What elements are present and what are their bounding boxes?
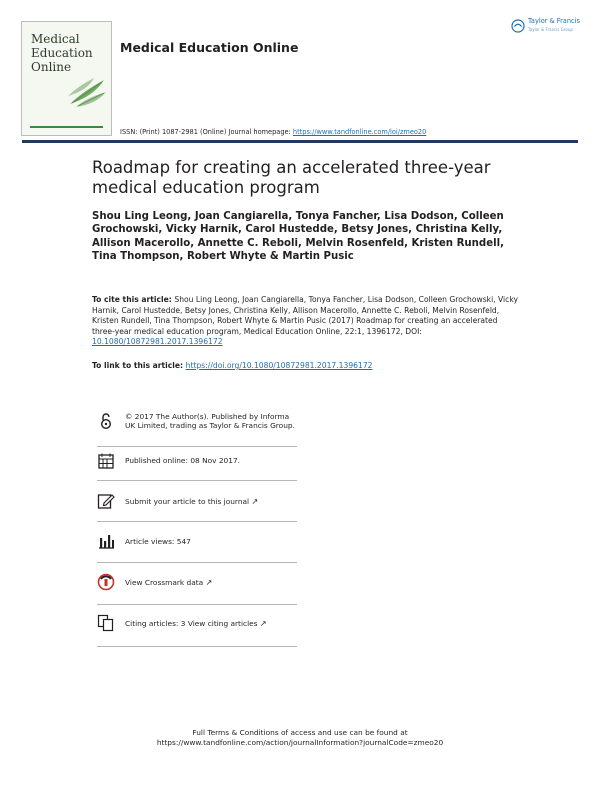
published-row — [97, 452, 297, 472]
cover-bar — [30, 126, 103, 128]
cover-title-line: Online — [31, 60, 72, 74]
citing-row[interactable] — [97, 614, 297, 634]
info-divider — [97, 446, 297, 447]
footer-terms-url[interactable]: https://www.tandfonline.com/action/journalInformation?journalCode=zmeo20 — [156, 738, 444, 747]
submit-row[interactable] — [97, 492, 297, 512]
license-row[interactable] — [97, 412, 297, 444]
crossmark-label: View Crossmark data — [125, 578, 204, 587]
citing-label: Citing articles: 3 View citing articles — [125, 619, 258, 628]
views-row — [97, 532, 297, 552]
open-access-icon — [97, 412, 115, 430]
issn-text: ISSN: (Print) 1087-2981 (Online) Journal homepage: — [120, 128, 293, 136]
crossmark-icon — [97, 573, 115, 591]
article-authors: Shou Ling Leong, Joan Cangiarella, Tonya Fancher, Lisa Dodson, Colleen Grochowski, Vicky Harnik, Carol Hustedde, Betsy Jones, Christina Kelly, Allison Macerollo, Annette C. Reboli, Melvin Rosenfeld, Kristen Rundell, Tina Thompson, Robert Whyte & Martin Pusic — [92, 211, 504, 262]
header-divider — [22, 140, 578, 143]
info-divider — [97, 480, 297, 481]
citing-link[interactable] — [125, 619, 300, 628]
license-text: © 2017 The Author(s). Published by Informa UK Limited, trading as Taylor & Francis Group. — [125, 412, 295, 431]
cover-title-line: Education — [31, 46, 93, 60]
edit-icon — [97, 492, 115, 510]
info-divider — [97, 562, 297, 563]
external-link-icon: ↗ — [259, 619, 267, 628]
cover-title — [31, 32, 93, 74]
submit-link[interactable] — [125, 497, 300, 506]
issn-line — [120, 128, 426, 136]
publisher-subtitle: Taylor & Francis Group — [528, 27, 573, 32]
publisher-name: Taylor & Francis — [528, 17, 580, 25]
journal-name: Medical Education Online — [120, 40, 299, 55]
citing-articles-icon — [97, 614, 115, 632]
citation-text: Shou Ling Leong, Joan Cangiarella, Tonya Fancher, Lisa Dodson, Colleen Grochowski, Vicky Harnik, Carol Hustedde, Betsy Jones, Christina Kelly, Allison Macerollo, Annette C. Reboli, Melvin Rosenfeld, Kristen Rundell, Tina Thompson, Robert Whyte & Martin Pusic (2017) Roadmap for creating an accelerated three-year medical education program, Medical Education Online, 22:1, 1396172, DOI: — [92, 295, 518, 336]
info-divider — [97, 646, 297, 647]
journal-homepage-link[interactable]: https://www.tandfonline.com/loi/zmeo20 — [292, 128, 427, 136]
citation-block — [92, 295, 522, 348]
cover-title-line: Medical — [31, 32, 80, 46]
calendar-icon — [97, 452, 115, 470]
external-link-icon: ↗ — [205, 578, 213, 587]
article-title: Roadmap for creating an accelerated three-year medical education program — [92, 158, 491, 197]
article-link[interactable]: https://doi.org/10.1080/10872981.2017.1396172 — [185, 361, 373, 370]
info-divider — [97, 604, 297, 605]
views-count: Article views: 547 — [125, 537, 191, 546]
external-link-icon: ↗ — [251, 497, 259, 506]
cover-leaves-image — [68, 74, 108, 108]
footer-terms-text: Full Terms & Conditions of access and use can be found at — [192, 728, 408, 737]
doi-link[interactable]: 10.1080/10872981.2017.1396172 — [92, 337, 223, 347]
crossmark-link[interactable] — [125, 578, 300, 587]
footer — [0, 728, 600, 748]
bar-chart-icon — [97, 532, 115, 550]
article-link-label: To link to this article: — [92, 361, 186, 370]
info-divider — [97, 521, 297, 522]
article-link-line — [92, 361, 522, 370]
citation-label: To cite this article: — [92, 295, 175, 304]
published-date: Published online: 08 Nov 2017. — [125, 456, 240, 465]
crossmark-row[interactable] — [97, 573, 297, 593]
submit-label: Submit your article to this journal — [125, 497, 250, 506]
journal-cover — [21, 21, 112, 136]
